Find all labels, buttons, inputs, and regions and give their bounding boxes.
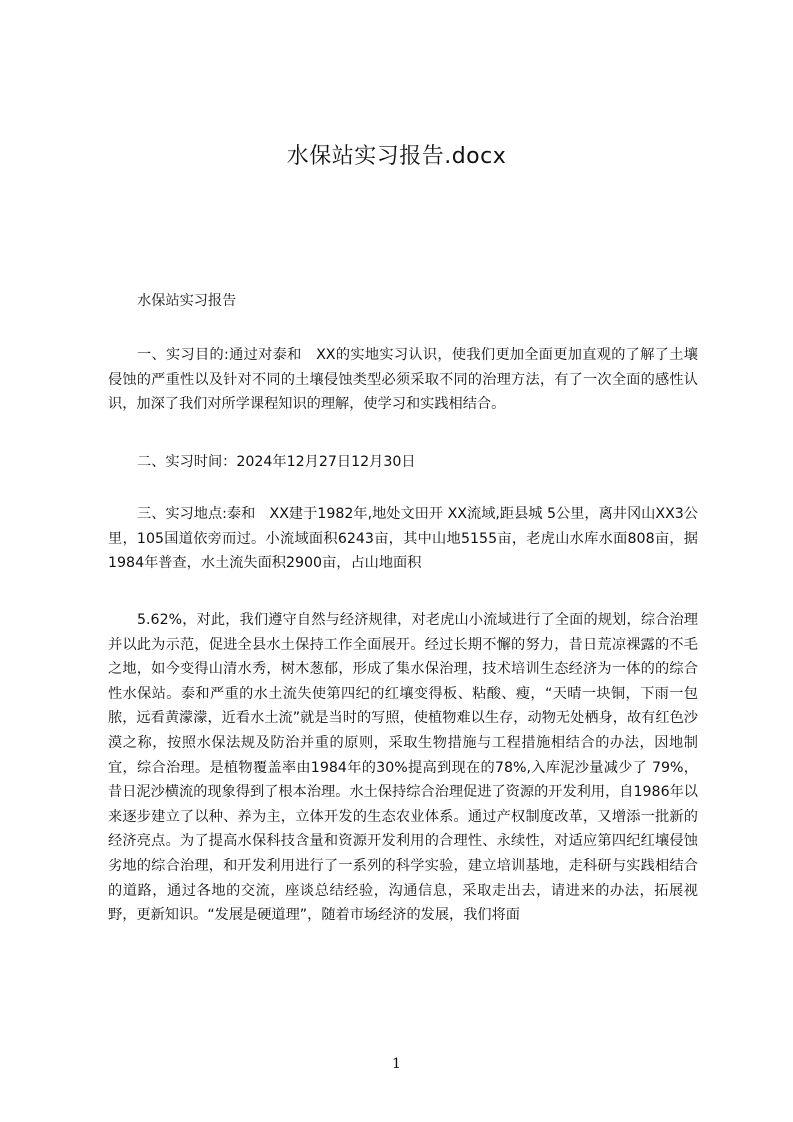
paragraph-time: 二、实习时间：2024年12月27日12月30日: [137, 454, 416, 470]
paragraph-location: 三、实习地点:泰和 XX建于1982年,地处文田开 XX流域,距县城 5公里，离井冈山XX3公里，105国道依旁而过。小流域面积6243亩，其中山地5155亩，老虎山水库水面808亩，据1984年普查，水土流失面积2900亩，占山地面积: [108, 506, 698, 572]
paragraph-purpose: 一、实习目的:通过对泰和 XX的实地实习认识，使我们更加全面更加直观的了解了土壤侵蚀的严重性以及针对不同的土壤侵蚀类型必须采取不同的治理方法，有了一次全面的感性认识，加深了我们对所学课程知识的理解，使学习和实践相结合。: [108, 347, 698, 413]
document-title: 水保站实习报告.docx: [286, 144, 507, 169]
report-heading: 水保站实习报告: [137, 293, 237, 309]
paragraph-continuation: 5.62%，对此，我们遵守自然与经济规律，对老虎山小流域进行了全面的规划，综合治理并以此为示范，促进全县水土保持工作全面展开。经过长期不懈的努力，昔日荒凉裸露的不毛之地，如今变得山清水秀，树木葱郁，形成了集水保治理，技术培训生态经济为一体的的综合性水保站。泰和严重的水土流失使第四纪的红壤变得板、粘酸、瘦，“天晴一块铜，下雨一包脓，远看黄濛濛，近看水土流”就是当时的写照，使植物难以生存，动物无处栖身，故有红色沙漠之称，按照水保法规及防治并重的原则，采取生物措施与工程措施相结合的办法，因地制宜，综合治理。是植物覆盖率由1984年的30%提高到现在的78%,入库泥沙量减少了 79%，昔日泥沙横流的现象得到了根本治理。水土保持综合治理促进了资源的开发利用，自1986年以来逐步建立了以种、养为主，立体开发的生态农业体系。通过产权制度改革，又增添一批新的经济亮点。为了提高水保科技含量和资源开发利用的合理性、永续性，对适应第四纪红壤侵蚀劣地的综合治理，和开发利用进行了一系列的科学实验，建立培训基地，走科研与实践相结合的道路，通过各地的交流，座谈总结经验，沟通信息，采取走出去，请进来的办法，拓展视野，更新知识。“发展是硬道理”，随着市场经济的发展，我们将面: [108, 612, 698, 924]
page-number: 1: [392, 1056, 401, 1072]
